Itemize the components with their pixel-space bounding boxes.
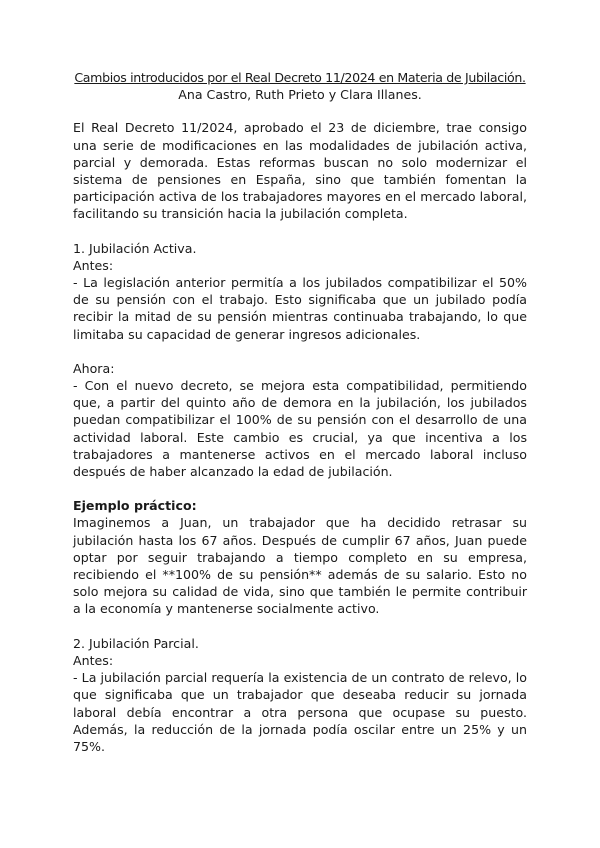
- title-block: [73, 69, 527, 103]
- document-authors: Ana Castro, Ruth Prieto y Clara Illanes.: [178, 87, 422, 103]
- section-1-before-text: - La legislación anterior permitía a los jubilados compatibilizar el 50% de su pensión con el trabajo. Esto significaba que un jubilado podía recibir la mitad de su pensión mientras continuaba trabajando, lo que limitaba su capacidad de generar ingresos adicionales.: [73, 275, 527, 342]
- section-1-now-text: - Con el nuevo decreto, se mejora esta compatibilidad, permitiendo que, a partir del quinto año de demora en la jubilación, los jubilados puedan compatibilizar el 100% de su pensión con el desarrollo de una actividad laboral. Este cambio es crucial, ya que incentiva a los trabajadores a mantenerse activos en el mercado laboral incluso después de haber alcanzado la edad de jubilación.: [73, 378, 527, 480]
- document-title: Cambios introducidos por el Real Decreto 11/2024 en Materia de Jubilación.: [74, 70, 526, 85]
- section-2-before-label: Antes:: [73, 652, 114, 668]
- section-1-before-label: Antes:: [73, 257, 114, 273]
- example-text: Imaginemos a Juan, un trabajador que ha decidido retrasar su jubilación hasta los 67 años. Después de cumplir 67 años, Juan puede optar por seguir trabajando a tiempo completo en su empresa, recibiendo el **100% de su pensión** además de su salario. Esto no solo mejora su calidad de vida, sino que también le permite contribuir a la economía y mantenerse socialmente activo.: [73, 515, 527, 617]
- section-1-heading: 1. Jubilación Activa.: [73, 240, 197, 256]
- section-1-now-label: Ahora:: [73, 360, 115, 376]
- section-jubilacion-parcial: [73, 635, 527, 755]
- section-2-heading: 2. Jubilación Parcial.: [73, 635, 199, 651]
- section-2-before-text: - La jubilación parcial requería la existencia de un contrato de relevo, lo que significaba que un trabajador que deseaba reducir su jornada laboral debía encontrar a otra persona que ocupase su puesto. Además, la reducción de la jornada podía oscilar entre un 25% y un 75%.: [73, 670, 527, 754]
- intro-paragraph: El Real Decreto 11/2024, aprobado el 23 de diciembre, trae consigo una serie de modificaciones en las modalidades de jubilación activa, parcial y demorada. Estas reformas buscan no solo modernizar el sistema de pensiones en España, sino que también fomentan la participación activa de los trabajadores mayores en el mercado laboral, facilitando su transición hacia la jubilación completa.: [73, 120, 527, 222]
- example-heading: Ejemplo práctico:: [73, 498, 197, 514]
- section-jubilacion-activa: [73, 240, 527, 618]
- document-page: [73, 69, 527, 755]
